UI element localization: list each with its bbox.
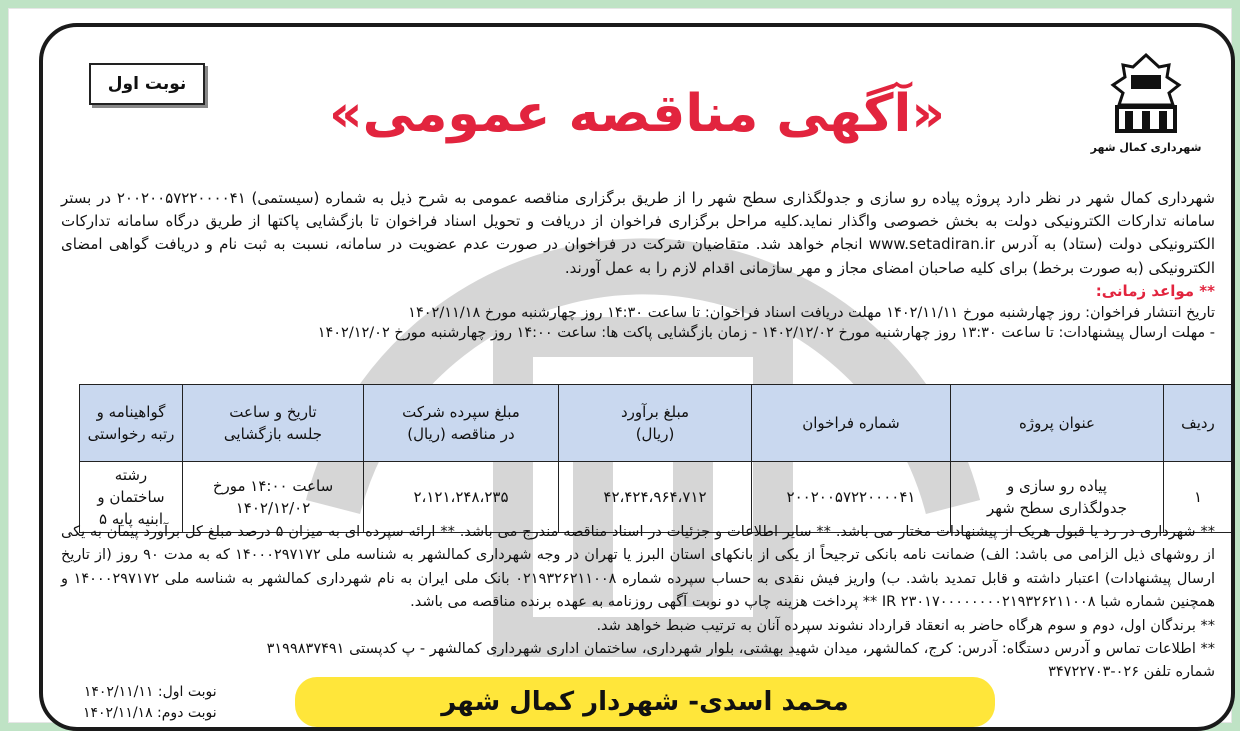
header-row-no: ردیف (1164, 385, 1233, 462)
publication-dates (83, 682, 217, 724)
tender-table (79, 384, 1233, 533)
intro-section (61, 187, 1215, 343)
cell-deposit: ۲،۱۲۱،۲۴۸،۲۳۵ (364, 462, 559, 533)
header-project: عنوان پروژه (951, 385, 1164, 462)
municipality-emblem-icon (1103, 51, 1189, 135)
header-deposit: مبلغ سپرده شرکت در مناقصه (ریال) (364, 385, 559, 462)
page-frame (8, 8, 1232, 723)
notes-phone: شماره تلفن ۰۲۶-۳۴۷۲۲۷۰۳ (1048, 664, 1215, 681)
cell-call-no: ۲۰۰۲۰۰۵۷۲۲۰۰۰۰۴۱ (752, 462, 951, 533)
notes-section (61, 521, 1215, 685)
cell-opening: ساعت ۱۴:۰۰ مورخ ۱۴۰۲/۱۲/۰۲ (183, 462, 364, 533)
cell-row-no: ۱ (1164, 462, 1233, 533)
notes-paragraph-3: ** اطلاعات تماس و آدرس دستگاه: آدرس: کرج، کمالشهر، میدان شهید بهشتی، بلوار شهرداری، ساختمان اداری شهرداری کمالشهر - پ کدپستی ۳۱۹۹۸۳۷۴۹۱ (266, 641, 1215, 658)
second-edition-date: نوبت دوم: ۱۴۰۲/۱۱/۱۸ (83, 705, 217, 721)
intro-paragraph: شهرداری کمال شهر در نظر دارد پروژه پیاده رو سازی و جدولگذاری سطح شهر را از طریق برگزاری مناقصه عمومی به شرح ذیل به شماره (سیستمی) ۲۰۰۲۰۰۵۷۲۲۰۰۰۰۴۱ در بستر سامانه تدارکات الکترونیکی دولت به بخش خصوصی واگذار نماید.کلیه مراحل برگزاری فراخوان از دریافت و تحویل اسناد فراخوان تا بازگشایی پاکتها از طریق درگاه سامانه تدارکات الکترونیکی دولت (ستاد) به آدرس www.setadiran.ir انجام خواهد شد. متقاضیان شرکت در فراخوان در صورت عدم عضویت در سامانه، نسبت به ثبت نام و دریافت گواهی امضای الکترونیکی (به صورت برخط) برای کلیه صاحبان امضای مجاز و مهر سازمانی اقدام لازم را به عمل آورند. (61, 189, 1215, 277)
schedule-line-2: - مهلت ارسال پیشنهادات: تا ساعت ۱۳:۳۰ روز چهارشنبه مورخ ۱۴۰۲/۱۲/۰۲ - زمان بازگشایی پاکت ها: ساعت ۱۴:۰۰ روز چهارشنبه مورخ ۱۴۰۲/۱۲/۰۲ (317, 325, 1215, 342)
page-title: «آگهی مناقصه عمومی» (329, 84, 945, 144)
cell-certificate: رشته ساختمان و ابنیه پایه ۵ (80, 462, 183, 533)
cell-project: پیاده رو سازی و جدولگذاری سطح شهر (951, 462, 1164, 533)
ad-card (39, 23, 1235, 731)
notes-paragraph-2: ** برندگان اول، دوم و سوم هرگاه حاضر به انعقاد قرارداد نشوند سپرده آنان به ترتیب ضبط خواهد شد. (596, 617, 1215, 634)
schedule-line-1: تاریخ انتشار فراخوان: روز چهارشنبه مورخ ۱۴۰۲/۱۱/۱۱ مهلت دریافت اسناد فراخوان: تا ساعت ۱۴:۳۰ روز چهارشنبه مورخ ۱۴۰۲/۱۱/۱۸ (408, 305, 1215, 322)
org-name: شهرداری کمال شهر (1090, 141, 1202, 154)
notes-paragraph-1: ** شهرداری در رد یا قبول هریک از پیشنهادات مختار می باشد. ** سایر اطلاعات و جزئیات در اسناد مناقصه مندرج می باشد. ** ارائه سپرده ای به میزان ۵ درصد مبلغ کل برآورد پیمان به یکی از روشهای ذیل الزامی می باشد: الف) ضمانت نامه بانکی ترجیحاً از یکی از بانکهای استان البرز یا تهران در وجه شهرداری کمالشهر به شناسه ملی ۱۴۰۰۰۲۹۷۱۷۲ که به مدت ۹۰ روز (از تاریخ ارسال پیشنهادات) اعتبار داشته و قابل تمدید باشد. ب) واریز فیش نقدی به حساب سپرده شماره ۰۲۱۹۳۲۶۲۱۱۰۰۸ بانک ملی ایران به نام شهرداری کمالشهر به شناسه ملی ۱۴۰۰۰۲۹۷۱۷۲ و همچنین شماره شبا IR ۲۳۰۱۷۰۰۰۰۰۰۰۰۲۱۹۳۲۶۲۱۱۰۰۸ ** پرداخت هزینه چاپ دو نوبت آگهی روزنامه به عهده برنده مناقصه می باشد. (61, 524, 1216, 611)
schedule-heading: ** مواعد زمانی: (1095, 281, 1215, 300)
table-header-row (80, 385, 1233, 462)
header-opening: تاریخ و ساعت جلسه بازگشایی (183, 385, 364, 462)
signature-banner: محمد اسدی- شهردار کمال شهر (295, 677, 995, 727)
header-call-no: شماره فراخوان (752, 385, 951, 462)
header-estimate: مبلغ برآورد (ریال) (559, 385, 752, 462)
cell-estimate: ۴۲،۴۲۴،۹۶۴،۷۱۲ (559, 462, 752, 533)
first-edition-date: نوبت اول: ۱۴۰۲/۱۱/۱۱ (83, 684, 217, 700)
edition-badge: نوبت اول (89, 63, 205, 105)
header-certificate: گواهینامه و رتبه رخواستی (80, 385, 183, 462)
municipality-logo (1086, 51, 1206, 171)
